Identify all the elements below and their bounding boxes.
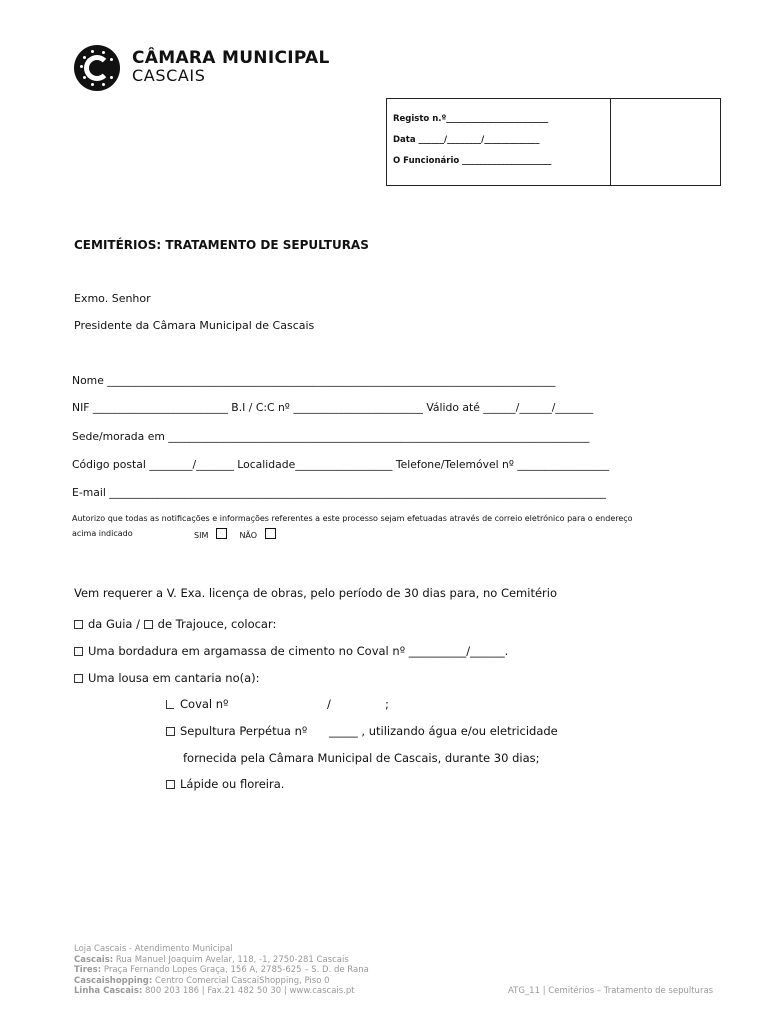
footer-line3-text: Praça Fernando Lopes Graça, 156 A, 2785-625 – S. D. de Rana <box>101 965 369 975</box>
consent-text-2: acima indicado <box>72 529 133 538</box>
guia-checkbox[interactable] <box>74 620 83 629</box>
footer-line4 <box>74 976 369 987</box>
nao-checkbox[interactable] <box>265 528 276 539</box>
trajouce-checkbox[interactable] <box>144 620 153 629</box>
footer-line2-text: Rua Manuel Joaquim Avelar, 118, -1, 2750-281 Cascais <box>113 954 349 965</box>
sepultura-checkbox[interactable] <box>166 727 175 736</box>
coval-suboption <box>166 697 228 711</box>
footer-line3 <box>74 965 369 976</box>
consent-text: Autorizo que todas as notificações e informações referentes a este processo sejam efetuadas através de correio eletrónico para o endereço <box>72 514 633 523</box>
footer-line5 <box>74 986 369 997</box>
coval-separator: / <box>327 697 331 711</box>
postal-code-field[interactable]: Código postal ________/_______ Localidade__________________ Telefone/Telemóvel nº _________________ <box>72 458 610 471</box>
consent-sim <box>194 528 276 540</box>
lapide-checkbox[interactable] <box>166 780 175 789</box>
trajouce-label: de Trajouce, colocar: <box>157 617 277 631</box>
bordadura-label: Uma bordadura em argamassa de cimento no Coval nº __________/______. <box>88 644 509 658</box>
page-title: CEMITÉRIOS: TRATAMENTO DE SEPULTURAS <box>74 238 369 252</box>
date-field[interactable]: Data ______/________/_____________ <box>393 135 540 145</box>
logo-title: CÂMARA MUNICIPAL <box>132 48 330 68</box>
sepultura-rest: _____ , utilizando água e/ou eletricidade <box>329 724 558 738</box>
bordadura-option <box>74 644 508 658</box>
lapide-suboption <box>166 777 284 791</box>
footer-line2-bold: Cascais: <box>74 954 114 965</box>
cemetery-options <box>74 617 276 631</box>
lapide-label: Lápide ou floreira. <box>180 777 285 791</box>
name-field[interactable]: Nome ___________________________________________________________________________________ <box>72 374 556 387</box>
request-intro: Vem requerer a V. Exa. licença de obras, pelo período de 30 dias para, no Cemitério <box>74 586 557 600</box>
salutation-line2: Presidente da Câmara Municipal de Cascais <box>74 319 315 332</box>
nif-field[interactable]: NIF _________________________ B.I / C:C nº ________________________ Válido até ______/______/_______ <box>72 401 594 414</box>
registo-field[interactable]: Registo n.º________________________ <box>393 114 549 124</box>
coval-end: ; <box>385 697 389 711</box>
sepultura-suboption <box>166 724 307 738</box>
email-field[interactable]: E-mail ____________________________________________________________________________________________ <box>72 486 606 499</box>
sim-checkbox[interactable] <box>216 528 227 539</box>
funcionario-field[interactable]: O Funcionário _____________________ <box>393 156 552 166</box>
bordadura-checkbox[interactable] <box>74 647 83 656</box>
consent-nao-label: NÃO <box>239 531 258 540</box>
document-reference: ATG_11 | Cemitérios – Tratamento de sepulturas <box>508 986 714 996</box>
logo-icon <box>74 45 120 91</box>
footer-line3-bold: Tires: <box>74 965 102 975</box>
lousa-checkbox[interactable] <box>74 674 83 683</box>
lousa-option <box>74 671 260 685</box>
sepultura-continuation: fornecida pela Câmara Municipal de Cascais, durante 30 dias; <box>183 751 540 765</box>
guia-label: da Guia / <box>88 617 144 631</box>
logo-subtitle: CASCAIS <box>132 66 206 85</box>
footer-line4-bold: Cascaishopping: <box>74 975 153 986</box>
coval-checkbox[interactable] <box>166 700 174 709</box>
address-field[interactable]: Sede/morada em ______________________________________________________________________________ <box>72 430 590 443</box>
footer-line1: Loja Cascais - Atendimento Municipal <box>74 944 233 954</box>
footer-line5-bold: Linha Cascais: <box>74 986 143 996</box>
footer-line5-text: 800 203 186 | Fax.21 482 50 30 | www.cascais.pt <box>142 986 355 996</box>
consent-sim-label: SIM <box>194 531 209 540</box>
lousa-label: Uma lousa em cantaria no(a): <box>88 671 260 685</box>
footer-contacts <box>74 944 369 997</box>
sepultura-label: Sepultura Perpétua nº <box>180 724 308 738</box>
footer-line2 <box>74 955 369 966</box>
salutation-line1: Exmo. Senhor <box>74 292 151 305</box>
footer-line4-text: Centro Comercial CascaiShopping, Piso 0 <box>152 975 330 986</box>
coval-label: Coval nº <box>180 697 229 711</box>
